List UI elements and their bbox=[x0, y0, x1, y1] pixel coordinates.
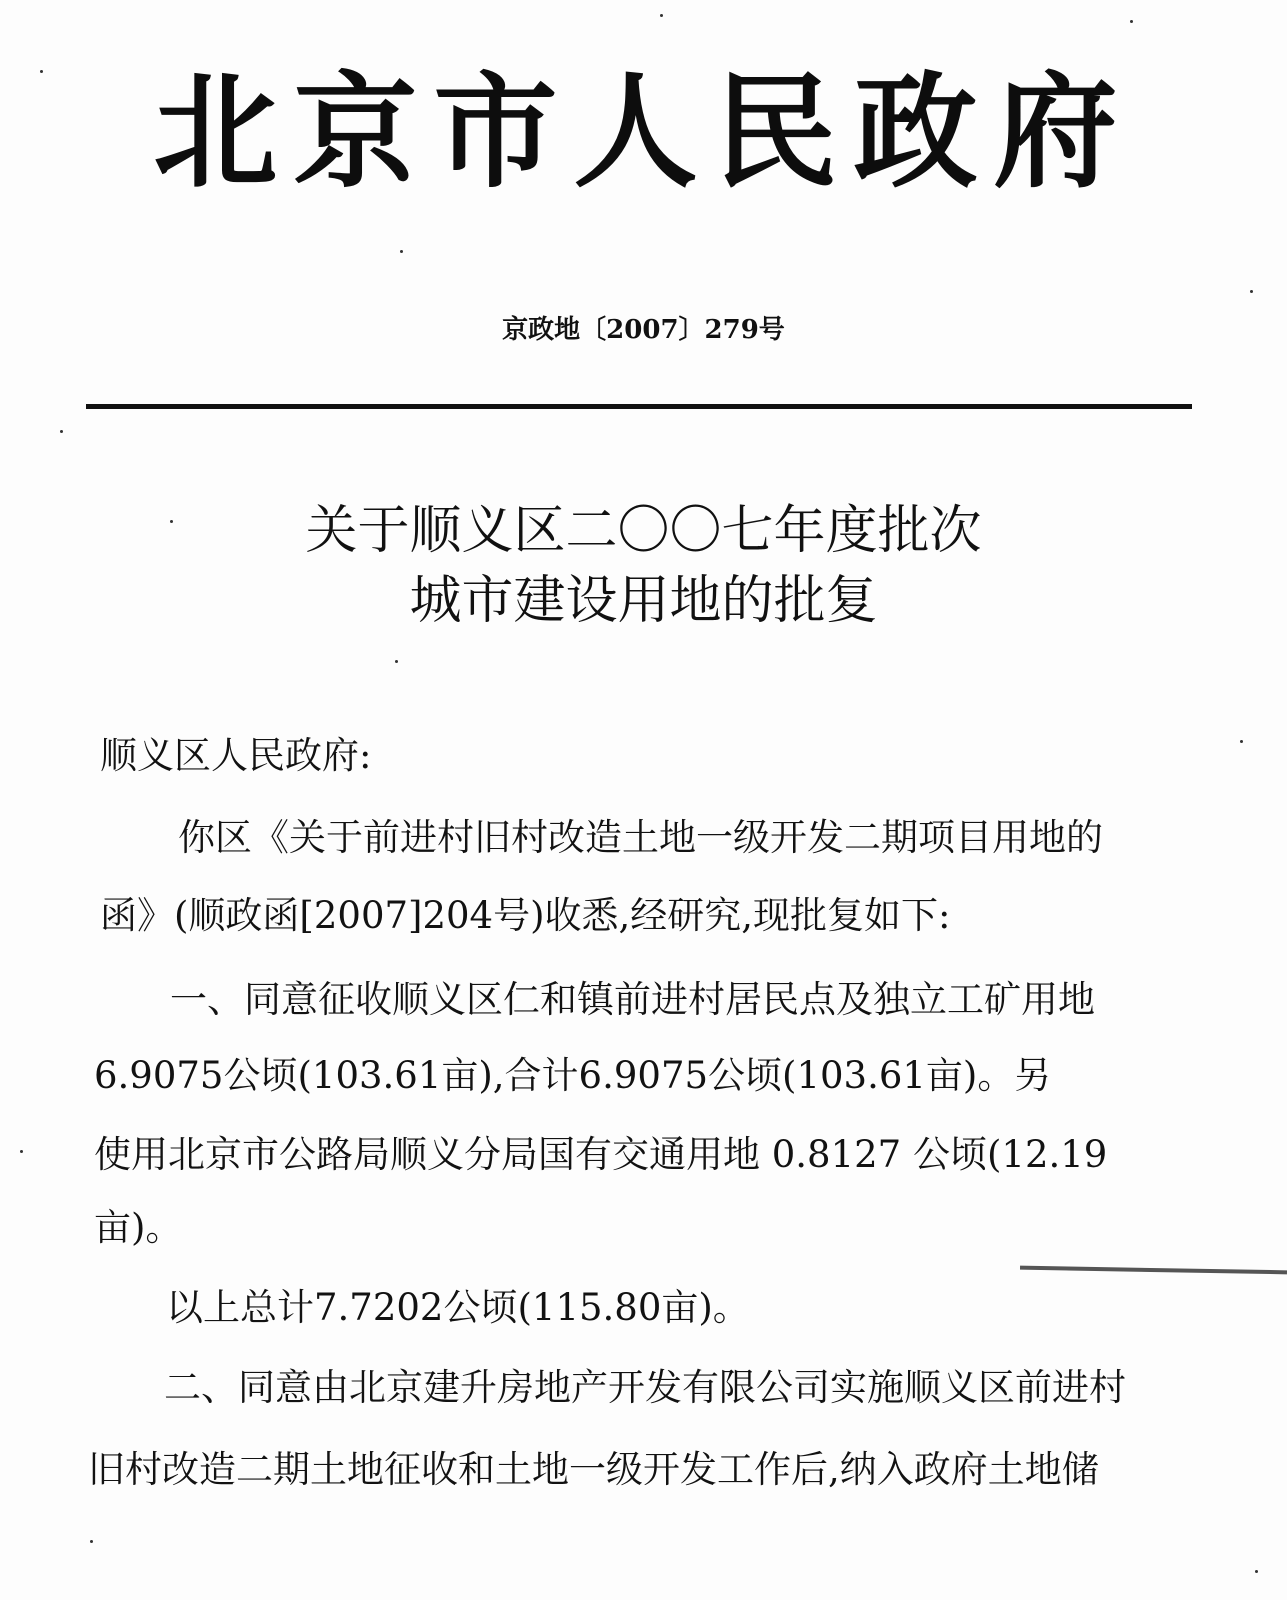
paragraph-1-line-2: 函》(顺政函[2007]204号)收悉,经研究,现批复如下: bbox=[100, 894, 951, 937]
title-line-2: 城市建设用地的批复 bbox=[409, 571, 878, 631]
document-number: 京政地〔2007〕279号 bbox=[502, 315, 785, 345]
paragraph-2-line-2: 6.9075公顷(103.61亩),合计6.9075公顷(103.61亩)。另 bbox=[94, 1054, 1052, 1097]
paragraph-2-line-3: 使用北京市公路局顺义分局国有交通用地 0.8127 公顷(12.19 bbox=[94, 1133, 1108, 1176]
paragraph-2-line-4: 亩)。 bbox=[94, 1206, 183, 1249]
scan-speck bbox=[20, 1150, 23, 1153]
scan-speck bbox=[1255, 1570, 1258, 1573]
paragraph-4-line-2: 旧村改造二期土地征收和土地一级开发工作后,纳入政府土地储 bbox=[88, 1448, 1099, 1491]
addressee: 顺义区人民政府: bbox=[100, 734, 372, 777]
issuer-masthead: 北京市人民政府 bbox=[153, 61, 1134, 205]
header-divider bbox=[86, 404, 1192, 409]
scan-speck bbox=[60, 430, 63, 433]
paragraph-4-line-1: 二、同意由北京建升房地产开发有限公司实施顺义区前进村 bbox=[164, 1366, 1126, 1409]
scan-speck bbox=[1250, 290, 1253, 293]
scan-speck bbox=[660, 14, 663, 17]
scan-speck bbox=[90, 1540, 93, 1543]
scan-speck bbox=[400, 250, 403, 253]
scan-speck bbox=[40, 70, 43, 73]
paragraph-1-line-1: 你区《关于前进村旧村改造土地一级开发二期项目用地的 bbox=[178, 816, 1103, 859]
paragraph-2-line-1: 一、同意征收顺义区仁和镇前进村居民点及独立工矿用地 bbox=[170, 978, 1095, 1021]
scan-speck bbox=[395, 660, 398, 663]
scan-speck bbox=[170, 520, 173, 523]
scan-speck bbox=[1130, 20, 1133, 23]
scan-artifact-stripe bbox=[1020, 1266, 1287, 1275]
paragraph-3: 以上总计7.7202公顷(115.80亩)。 bbox=[166, 1286, 750, 1329]
scan-speck bbox=[1240, 740, 1243, 743]
document-title bbox=[0, 496, 1287, 636]
title-line-1: 关于顺义区二〇〇七年度批次 bbox=[305, 501, 982, 561]
